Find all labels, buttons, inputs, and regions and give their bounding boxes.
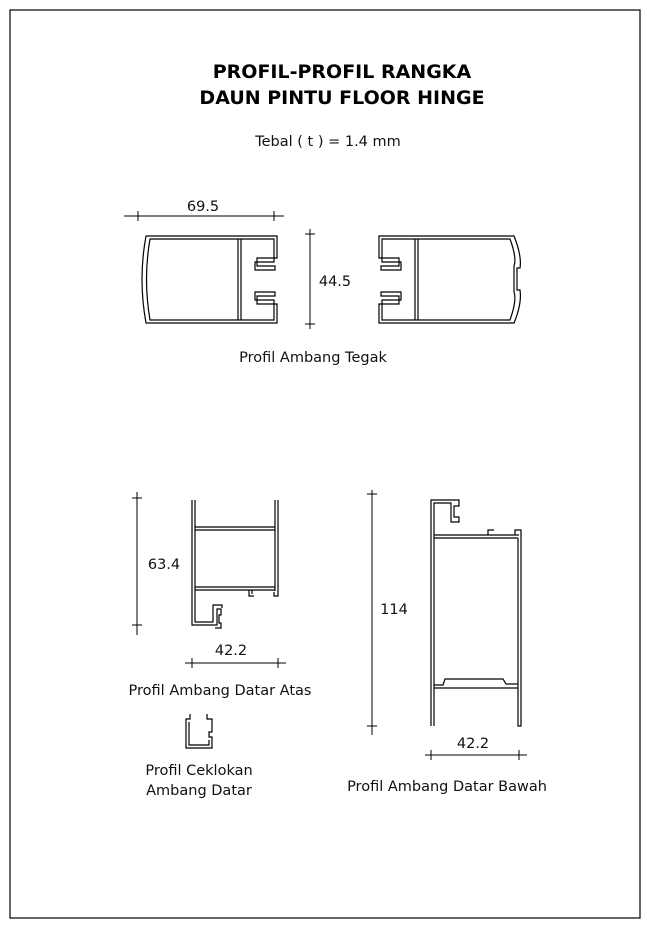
dimension-height-114	[367, 490, 408, 735]
title-line-2: DAUN PINTU FLOOR HINGE	[199, 87, 485, 109]
label-ceklokan-line2: Ambang Datar	[146, 783, 252, 799]
dimension-label: 114	[380, 602, 408, 618]
label-ambang-datar-bawah: Profil Ambang Datar Bawah	[347, 779, 547, 795]
title-line-1: PROFIL-PROFIL RANGKA	[212, 61, 472, 83]
dimension-height-63-4	[132, 492, 180, 635]
profile-ceklokan	[186, 714, 212, 748]
label-ceklokan-line1: Profil Ceklokan	[145, 763, 253, 779]
profile-ambang-datar-bawah	[431, 500, 521, 726]
dimension-label: 69.5	[186, 199, 220, 215]
profile-ambang-datar-atas	[192, 500, 278, 628]
label-ambang-datar-atas: Profil Ambang Datar Atas	[128, 683, 312, 699]
dimension-label: 44.5	[318, 274, 352, 290]
dimension-label: 42.2	[214, 643, 248, 659]
dimension-width-69-5	[124, 199, 284, 221]
profile-ambang-tegak-right	[379, 236, 520, 323]
profile-ambang-tegak-left	[142, 236, 277, 323]
thickness-note: Tebal ( t ) = 1.4 mm	[255, 134, 401, 150]
dimension-width-42-2-bawah	[425, 736, 527, 760]
dimension-height-44-5	[305, 229, 351, 329]
label-ambang-tegak: Profil Ambang Tegak	[239, 350, 387, 366]
dimension-width-42-2-atas	[185, 643, 286, 668]
dimension-label: 63.4	[147, 557, 181, 573]
dimension-label: 42.2	[456, 736, 490, 752]
